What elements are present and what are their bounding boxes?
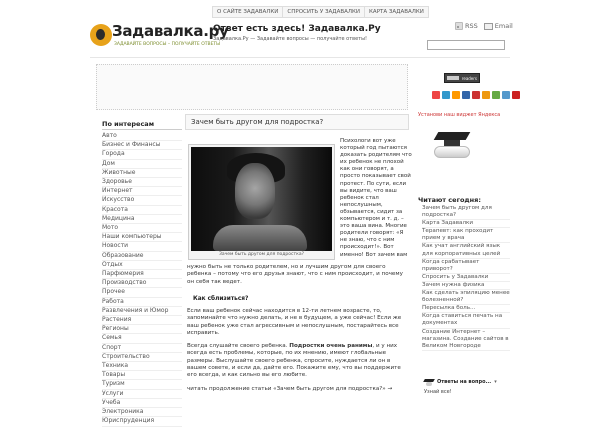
read-today-link[interactable]: Когда срабатывает приворот? xyxy=(422,259,510,274)
category-link[interactable]: Услуги xyxy=(102,390,182,399)
category-link[interactable]: Бизнес и Финансы xyxy=(102,141,182,150)
sidebar-categories xyxy=(102,120,182,427)
post-subheading: Как сблизиться? xyxy=(193,296,249,302)
category-link[interactable]: Растения xyxy=(102,316,182,325)
photo-face xyxy=(235,163,275,219)
read-today-title: Читают сегодня: xyxy=(418,196,481,204)
post-title[interactable]: Зачем быть другом для подростка? xyxy=(191,118,324,126)
p3-part-b: , и у них всегда есть проблемы, которые, по их мнению, имеют глобальные размеры. Выслушайте своего ребенка, спросите, нуждается ли он в вашем совете, и если да, дайте его. Покажите ему, что вы поддержите его всегда, и как сильно вы его любите. xyxy=(187,343,401,379)
category-link[interactable]: Авто xyxy=(102,132,182,141)
social-bookmark-icon[interactable] xyxy=(512,91,520,99)
category-link[interactable]: Здоровье xyxy=(102,178,182,187)
search-input[interactable] xyxy=(427,40,505,50)
social-bookmark-icon[interactable] xyxy=(492,91,500,99)
nav-ask-link[interactable]: СПРОСИТЬ У ЗАДАВАЛКИ xyxy=(283,7,365,17)
main-content xyxy=(185,114,412,392)
ad-banner[interactable] xyxy=(96,64,408,110)
category-link[interactable]: Учеба xyxy=(102,399,182,408)
read-today-link[interactable]: Создание Интернет – магазина. Создание сайтов в Великом Новгороде xyxy=(422,329,510,351)
category-link[interactable]: Парфюмерия xyxy=(102,270,182,279)
site-logo[interactable] xyxy=(90,22,229,56)
category-link[interactable]: Города xyxy=(102,150,182,159)
category-link[interactable]: Наши компьютеры xyxy=(102,233,182,242)
top-nav xyxy=(212,6,429,18)
read-today-link[interactable]: Зачем быть другом для подростка? xyxy=(422,205,510,220)
nav-about-link[interactable]: О САЙТЕ ЗАДАВАЛКИ xyxy=(213,7,283,17)
yandex-widget-link[interactable]: Установи наш виджет Яндекса xyxy=(418,112,501,118)
answers-subtitle: Узнай все! xyxy=(424,389,452,395)
teenager-photo xyxy=(191,147,332,251)
p3-bold: Подростки очень ранимы xyxy=(289,343,373,349)
chevron-down-icon[interactable]: ▾ xyxy=(494,379,497,385)
category-link[interactable]: Спорт xyxy=(102,344,182,353)
category-link[interactable]: Отдых xyxy=(102,261,182,270)
social-bookmark-icon[interactable] xyxy=(462,91,470,99)
social-bookmark-icon[interactable] xyxy=(442,91,450,99)
read-today-link[interactable]: Как сделать эпиляцию менее болезненной? xyxy=(422,290,510,305)
rss-link[interactable] xyxy=(455,22,478,30)
post-paragraph-1: нужно быть не только родителем, но и лучшим другом для своего ребенка – потому что его друзья знают, что с ним происходит, и почему он себя так ведет. xyxy=(187,264,403,285)
logo-slogan: ЗАДАВАЙТЕ ВОПРОСЫ – ПОЛУЧАЙТЕ ОТВЕТЫ xyxy=(114,42,221,47)
read-today-link[interactable]: Пересылка боль... xyxy=(422,305,510,313)
post-paragraph-3 xyxy=(187,343,409,379)
social-bookmark-icon[interactable] xyxy=(452,91,460,99)
category-link[interactable]: Искусство xyxy=(102,196,182,205)
post-image xyxy=(188,144,335,260)
category-link[interactable]: Товары xyxy=(102,371,182,380)
social-bookmark-icon[interactable] xyxy=(482,91,490,99)
photo-caption: Зачем быть другом для подростка? xyxy=(218,252,304,257)
social-bookmark-icon[interactable] xyxy=(472,91,480,99)
read-today-link[interactable]: Терапевт: как проходит прием у врача xyxy=(422,228,510,243)
category-link[interactable]: Новости xyxy=(102,242,182,251)
answers-title: Ответы на вопро... xyxy=(437,379,492,385)
header-divider xyxy=(90,57,510,58)
read-more-link[interactable]: читать продолжение статьи «Зачем быть другом для подростка?» → xyxy=(187,386,393,392)
read-today-link[interactable]: Когда ставиться печать на документах xyxy=(422,313,510,328)
social-bookmarks xyxy=(432,91,520,99)
category-link[interactable]: Производство xyxy=(102,279,182,288)
category-link[interactable]: Семья xyxy=(102,334,182,343)
read-today-list xyxy=(422,205,510,351)
category-link[interactable]: Дом xyxy=(102,160,182,169)
email-link[interactable] xyxy=(484,22,513,30)
site-description: Задавалка.Ру — Задавайте вопросы — получайте ответы! xyxy=(213,36,368,42)
logo-icon xyxy=(90,24,112,46)
post-title-box xyxy=(185,114,409,130)
rss-icon xyxy=(455,22,463,30)
email-label: Email xyxy=(494,22,513,30)
category-link[interactable]: Прочее xyxy=(102,288,182,297)
feed-readers-badge[interactable] xyxy=(444,73,480,83)
sidebar-right xyxy=(418,112,510,349)
logo-text: Задавалка.ру xyxy=(112,22,229,40)
answers-widget[interactable] xyxy=(424,374,508,390)
photo-hands xyxy=(213,225,307,251)
category-link[interactable]: Образование xyxy=(102,252,182,261)
post-paragraph-2: Если ваш ребенок сейчас находится в 12-ти летнем возрасте, то, запоминайте что нужно делать, и не в будущем, а уже сейчас! Если же ваш ребенок уже стал агрессивным и непослушным, постарайтесь все исправить. xyxy=(187,308,402,336)
category-link[interactable]: Техника xyxy=(102,362,182,371)
category-link[interactable]: Регионы xyxy=(102,325,182,334)
read-today-link[interactable]: Карта Задавалки xyxy=(422,220,510,228)
readers-label: readers xyxy=(461,75,477,81)
p3-part-a: Всегда слушайте своего ребенка. xyxy=(187,343,290,349)
category-link[interactable]: Красота xyxy=(102,206,182,215)
read-today-link[interactable]: Спросить у Задавалки xyxy=(422,274,510,282)
category-link[interactable]: Строительство xyxy=(102,353,182,362)
post-intro-text: Психологи вот уже который год пытаются доказать родителям что их ребенок не плохой как они говорят, а просто показывает свой протест. По сути, если вы видите, что ваш ребенок стал непослушным, обзывается, сидит за компьютером и т. д. – это ваша вина. Многие родители говорят: «Я не знаю, что с ним происходит!». Вот именно! Вот зачем вам xyxy=(340,138,412,258)
category-link[interactable]: Туризм xyxy=(102,380,182,389)
read-today-link[interactable]: Зачем нужна физика xyxy=(422,282,510,290)
category-link[interactable]: Животные xyxy=(102,169,182,178)
rss-label: RSS xyxy=(465,22,478,30)
social-bookmark-icon[interactable] xyxy=(432,91,440,99)
category-link[interactable]: Мото xyxy=(102,224,182,233)
social-bookmark-icon[interactable] xyxy=(502,91,510,99)
category-link[interactable]: Медицина xyxy=(102,215,182,224)
mail-icon xyxy=(484,23,493,30)
category-link[interactable]: Работа xyxy=(102,298,182,307)
category-link[interactable]: Развлечения и Юмор xyxy=(102,307,182,316)
feed-links xyxy=(455,22,513,30)
sidebar-title: По интересам xyxy=(102,120,182,130)
nav-map-link[interactable]: КАРТА ЗАДАВАЛКИ xyxy=(369,9,424,15)
graduation-cap-icon[interactable] xyxy=(430,124,474,162)
site-title[interactable]: Ответ есть здесь! Задавалка.Ру xyxy=(213,24,381,34)
read-today-link[interactable]: Как учат английский язык для корпоративных целей xyxy=(422,243,510,258)
category-link[interactable]: Электроника xyxy=(102,408,182,417)
category-link[interactable]: Интернет xyxy=(102,187,182,196)
cap-icon xyxy=(424,378,434,386)
category-link[interactable]: Юриспруденция xyxy=(102,417,182,426)
